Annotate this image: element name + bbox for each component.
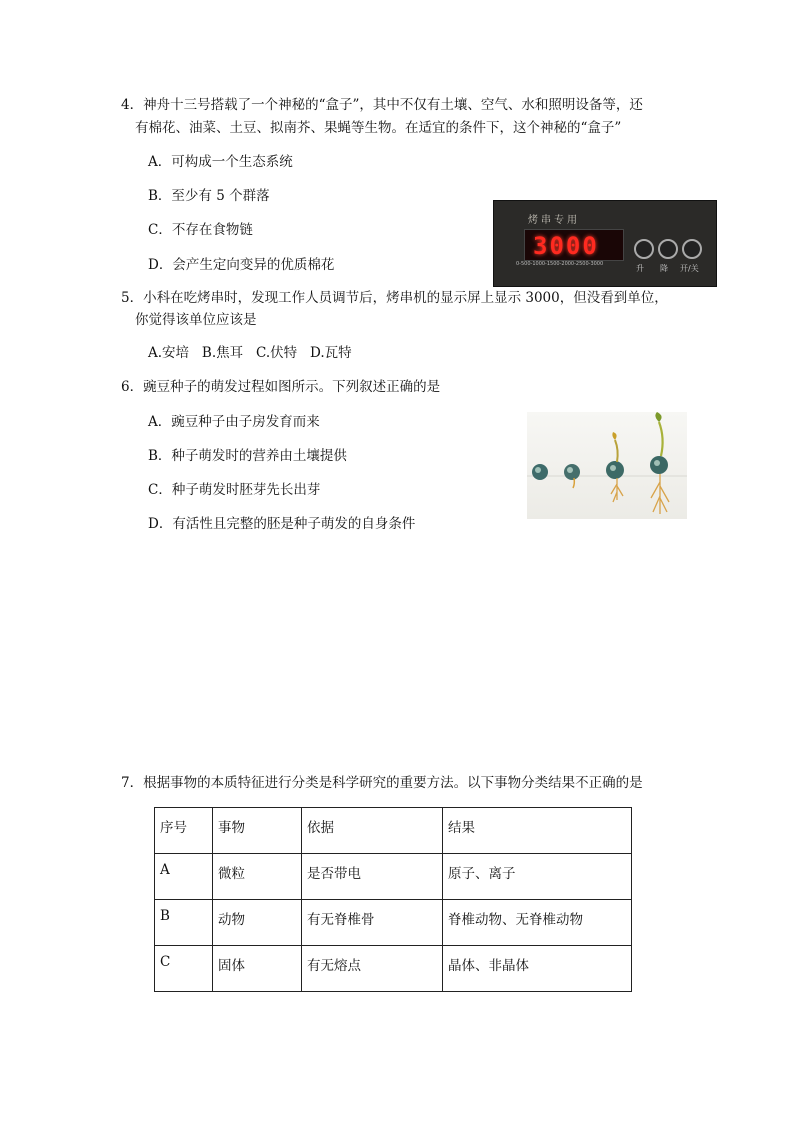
table-header-cell: 结果 (443, 808, 632, 854)
q6-option-c: C．种子萌发时胚芽先长出芽 (148, 482, 321, 498)
seed-stage-1 (532, 464, 548, 480)
table-header-row (155, 808, 632, 854)
table-cell: A (155, 854, 213, 900)
table-cell: 晶体、非晶体 (443, 946, 632, 992)
q4-option-c: C．不存在食物链 (148, 222, 253, 238)
q5-stem-line2: 你觉得该单位应该是 (135, 312, 257, 328)
q6-option-d: D．有活性且完整的胚是种子萌发的自身条件 (148, 516, 416, 532)
table-row (155, 946, 632, 992)
table-cell: B (155, 900, 213, 946)
seed-stage-4 (650, 412, 669, 514)
q6-stem: 6．豌豆种子的萌发过程如图所示。下列叙述正确的是 (121, 379, 441, 395)
up-button-label: 升 (636, 264, 644, 273)
table-cell: 微粒 (213, 854, 302, 900)
q5-options: A.安培 B.焦耳 C.伏特 D.瓦特 (148, 345, 352, 361)
table-row (155, 854, 632, 900)
q6-option-b: B．种子萌发时的营养由土壤提供 (148, 448, 347, 464)
pea-germination-image (527, 412, 687, 519)
q4-option-b: B．至少有 5 个群落 (148, 188, 270, 204)
table-row (155, 900, 632, 946)
table-cell: 有无熔点 (302, 946, 443, 992)
lcd-digits: 3000 (533, 232, 599, 260)
q7-stem: 7．根据事物的本质特征进行分类是科学研究的重要方法。以下事物分类结果不正确的是 (121, 775, 643, 791)
power-button-label: 开/关 (680, 264, 699, 273)
table-header-cell: 依据 (302, 808, 443, 854)
table-cell: 脊椎动物、无脊椎动物 (443, 900, 632, 946)
table-cell: 是否带电 (302, 854, 443, 900)
q4-option-d: D．会产生定向变异的优质棉花 (148, 257, 335, 273)
q4-stem-line2: 有棉花、油菜、土豆、拟南芥、果蝇等生物。在适宜的条件下，这个神秘的“盒子” (135, 120, 622, 136)
table-cell: 有无脊椎骨 (302, 900, 443, 946)
lcd-display (524, 229, 624, 261)
table-header-cell: 序号 (155, 808, 213, 854)
q6-option-a: A．豌豆种子由子房发育而来 (148, 414, 320, 430)
power-button-icon (682, 239, 702, 259)
seed-stage-3 (606, 432, 624, 502)
seed-stage-2 (564, 464, 580, 488)
table-cell: 固体 (213, 946, 302, 992)
skewer-machine-photo (493, 200, 717, 287)
classification-table (154, 807, 632, 992)
table-cell: C (155, 946, 213, 992)
table-cell: 原子、离子 (443, 854, 632, 900)
table-header-cell: 事物 (213, 808, 302, 854)
q5-stem-line1: 5．小科在吃烤串时，发现工作人员调节后，烤串机的显示屏上显示 3000，但没看到单位， (121, 290, 668, 306)
down-button-label: 降 (660, 264, 668, 273)
up-button-icon (634, 239, 654, 259)
q4-option-a: A．可构成一个生态系统 (148, 154, 293, 170)
table-cell: 动物 (213, 900, 302, 946)
machine-label: 烤串专用 (528, 215, 580, 226)
q4-stem-line1: 4．神舟十三号搭载了一个神秘的“盒子”，其中不仅有土壤、空气、水和照明设备等，还 (121, 97, 643, 113)
down-button-icon (658, 239, 678, 259)
power-scale: 0-500-1000-1500-2000-2500-3000 (516, 261, 604, 267)
